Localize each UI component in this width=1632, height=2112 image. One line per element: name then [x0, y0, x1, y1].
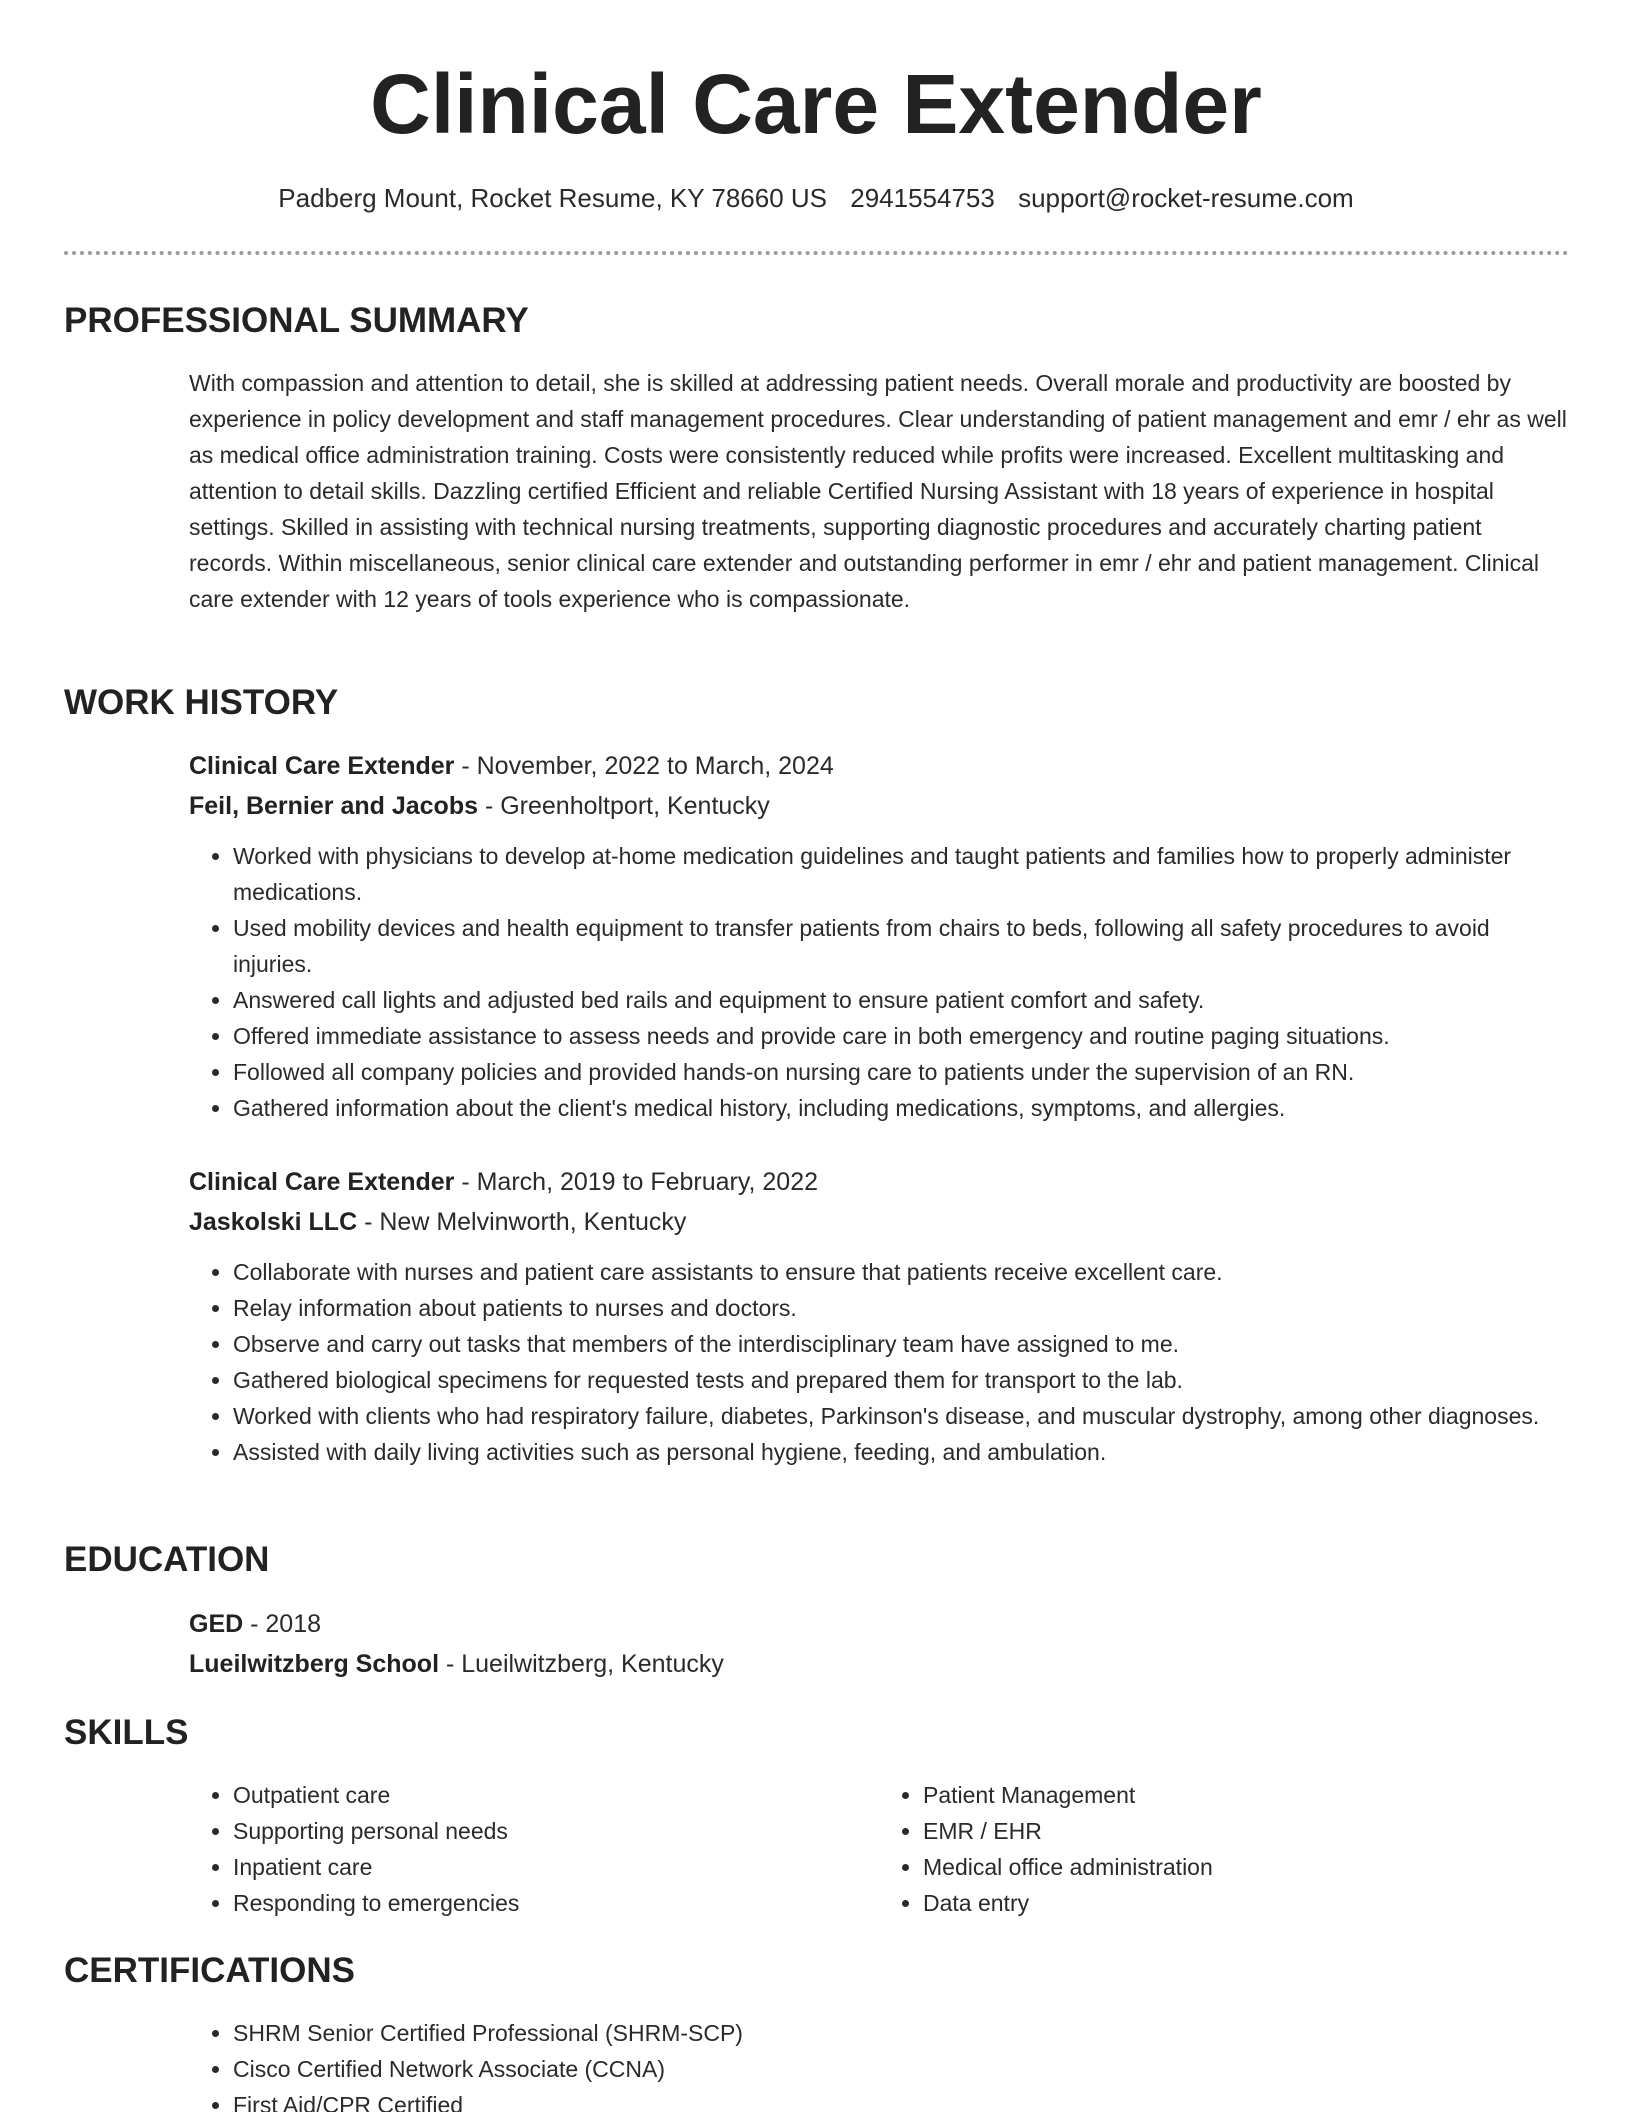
- certification-item: • SHRM Senior Certified Professional (SHRM-SCP): [233, 2015, 1569, 2051]
- list-item: • Worked with physicians to develop at-home medication guidelines and taught patients and families how to properly administer medications.: [233, 838, 1569, 910]
- list-item: • Worked with clients who had respiratory failure, diabetes, Parkinson's disease, and muscular dystrophy, among other diagnoses.: [233, 1398, 1569, 1434]
- certifications-entry: [189, 2015, 1569, 2112]
- resume-name: Clinical Care Extender: [370, 57, 1262, 151]
- section-title-skills: SKILLS: [64, 1713, 189, 1752]
- section-title-summary: PROFESSIONAL SUMMARY: [64, 301, 529, 340]
- list-item: • Offered immediate assistance to assess needs and provide care in both emergency and routine paging situations.: [233, 1018, 1569, 1054]
- job-title-line: [189, 746, 1569, 786]
- job-bullets: [233, 838, 1569, 1126]
- contact-email: support@rocket-resume.com: [1018, 183, 1354, 213]
- list-item: • Observe and carry out tasks that members of the interdisciplinary team have assigned to me.: [233, 1326, 1569, 1362]
- education-degree-line: [189, 1604, 1569, 1644]
- contact-line: [0, 180, 1632, 216]
- job-role: Clinical Care Extender: [189, 752, 455, 780]
- job-entry: [189, 1162, 1569, 1470]
- list-item: • Collaborate with nurses and patient care assistants to ensure that patients receive excellent care.: [233, 1254, 1569, 1290]
- certification-item: • Cisco Certified Network Associate (CCNA): [233, 2051, 1569, 2087]
- education-location: - Lueilwitzberg, Kentucky: [439, 1650, 724, 1678]
- list-item: • Relay information about patients to nurses and doctors.: [233, 1290, 1569, 1326]
- skills-list-right: [923, 1777, 1569, 1921]
- skills-columns: [189, 1777, 1569, 1921]
- list-item: • Used mobility devices and health equipment to transfer patients from chairs to beds, following all safety procedures to avoid injuries.: [233, 910, 1569, 982]
- skill-item: • Inpatient care: [233, 1849, 879, 1885]
- job-title-line: [189, 1162, 1569, 1202]
- section-title-education: EDUCATION: [64, 1540, 270, 1579]
- header-divider: [64, 251, 1569, 255]
- certification-item: • First Aid/CPR Certified: [233, 2087, 1569, 2112]
- summary-text: With compassion and attention to detail, she is skilled at addressing patient needs. Overall morale and productivity are boosted by experience in policy development and staff management procedures. Clear understanding of patient management and emr / ehr as well as medical office administration training. Costs were consistently reduced while profits were increased. Excellent multitasking and attention to detail skills. Dazzling certified Efficient and reliable Certified Nursing Assistant with 18 years of experience in hospital settings. Skilled in assisting with technical nursing treatments, supporting diagnostic procedures and accurately charting patient records. Within miscellaneous, senior clinical care extender and outstanding performer in emr / ehr and patient management. Clinical care extender with 12 years of tools experience who is compassionate.: [189, 370, 1567, 612]
- contact-phone: 2941554753: [850, 183, 995, 213]
- job-company: Feil, Bernier and Jacobs: [189, 792, 478, 820]
- job-location: - Greenholtport, Kentucky: [478, 792, 770, 820]
- skill-item: • Data entry: [923, 1885, 1569, 1921]
- skill-item: • Patient Management: [923, 1777, 1569, 1813]
- skill-item: • EMR / EHR: [923, 1813, 1569, 1849]
- job-dates: - November, 2022 to March, 2024: [454, 752, 834, 780]
- skills-list-left: [233, 1777, 879, 1921]
- list-item: • Followed all company policies and provided hands-on nursing care to patients under the supervision of an RN.: [233, 1054, 1569, 1090]
- job-location: - New Melvinworth, Kentucky: [357, 1208, 687, 1236]
- job-company-line: [189, 1202, 1569, 1242]
- job-entry: [189, 746, 1569, 1126]
- skill-item: • Medical office administration: [923, 1849, 1569, 1885]
- skill-item: • Supporting personal needs: [233, 1813, 879, 1849]
- job-role: Clinical Care Extender: [189, 1168, 455, 1196]
- education-school-line: [189, 1644, 1569, 1684]
- education-entry: [189, 1604, 1569, 1684]
- list-item: • Gathered biological specimens for requested tests and prepared them for transport to the lab.: [233, 1362, 1569, 1398]
- job-dates: - March, 2019 to February, 2022: [454, 1168, 819, 1196]
- skill-item: • Responding to emergencies: [233, 1885, 879, 1921]
- list-item: • Gathered information about the client's medical history, including medications, symptoms, and allergies.: [233, 1090, 1569, 1126]
- contact-address: Padberg Mount, Rocket Resume, KY 78660 US: [278, 183, 827, 213]
- job-bullets: [233, 1254, 1569, 1470]
- skill-item: • Outpatient care: [233, 1777, 879, 1813]
- section-title-work-history: WORK HISTORY: [64, 683, 339, 722]
- certifications-list: [233, 2015, 1569, 2112]
- job-company-line: [189, 786, 1569, 826]
- education-degree: GED: [189, 1610, 244, 1638]
- education-school: Lueilwitzberg School: [189, 1650, 440, 1678]
- list-item: • Answered call lights and adjusted bed rails and equipment to ensure patient comfort and safety.: [233, 982, 1569, 1018]
- job-company: Jaskolski LLC: [189, 1208, 358, 1236]
- section-title-certifications: CERTIFICATIONS: [64, 1951, 356, 1990]
- education-year: - 2018: [243, 1610, 322, 1638]
- list-item: • Assisted with daily living activities such as personal hygiene, feeding, and ambulation.: [233, 1434, 1569, 1470]
